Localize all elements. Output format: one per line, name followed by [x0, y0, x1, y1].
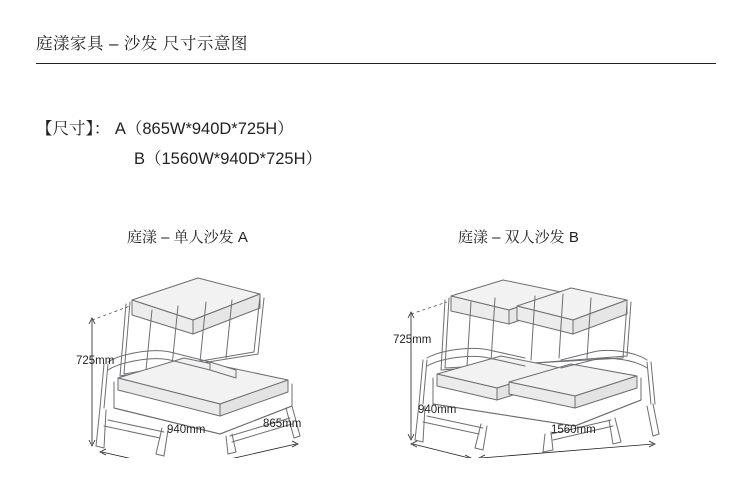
sofa-a-depth-label: 940mm	[167, 424, 206, 436]
sofa-b-height-label: 725mm	[393, 334, 432, 346]
spec-line-b: B（1560W*940D*725H）	[134, 150, 323, 168]
sofa-b-width-label: 1560mm	[551, 424, 596, 436]
specification-block	[36, 114, 322, 174]
title-divider	[36, 63, 716, 64]
page-header	[36, 30, 716, 64]
sofa-a-width-label: 865mm	[263, 418, 302, 430]
sofa-b-illustration	[385, 258, 685, 458]
figure-caption-b: 庭漾 – 双人沙发 B	[458, 229, 579, 246]
figure-captions	[0, 226, 750, 250]
figure-caption-a: 庭漾 – 单人沙发 A	[127, 229, 248, 246]
page-title: 庭漾家具 – 沙发 尺寸示意图	[36, 35, 248, 53]
sofa-a-height-label: 725mm	[76, 355, 115, 367]
spec-line-a: 【尺寸】： A（865W*940D*725H）	[36, 120, 294, 138]
sofa-b-depth-label: 940mm	[418, 404, 457, 416]
